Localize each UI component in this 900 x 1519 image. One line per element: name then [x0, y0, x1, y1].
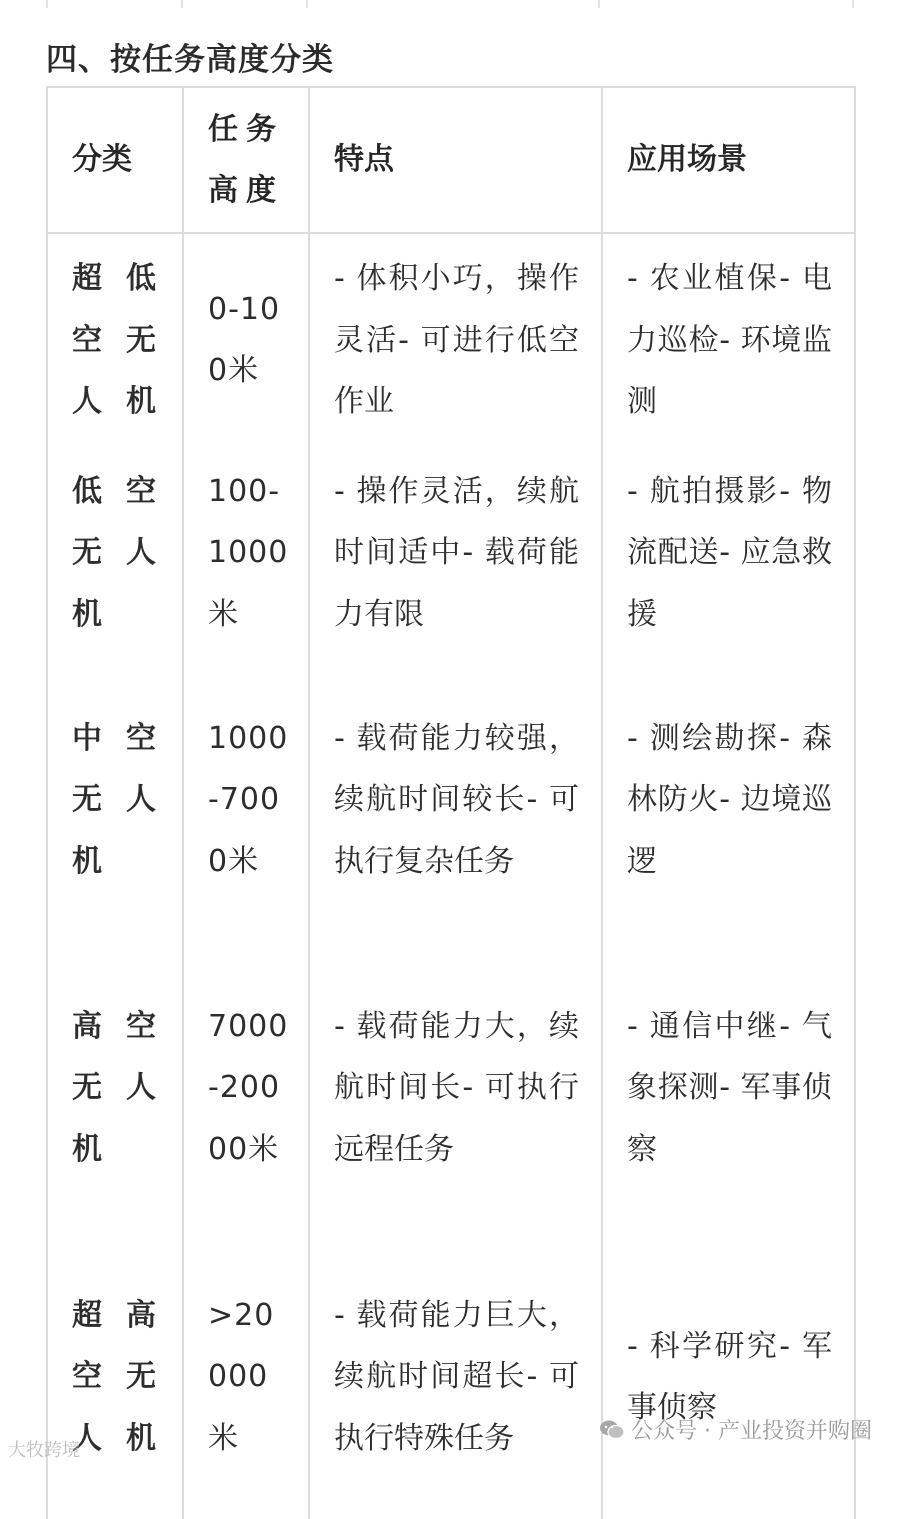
header-features: 特点 [309, 87, 602, 233]
row-category: 中空无人机 [47, 659, 183, 941]
row-height: 1000-7000米 [183, 659, 309, 941]
row-applications: - 测绘勘探- 森林防火- 边境巡逻 [602, 659, 855, 941]
header-height: 任务高度 [183, 87, 309, 233]
official-account-label: 公众号 · 产业投资并购圈 [631, 1419, 872, 1444]
header-category: 分类 [47, 87, 183, 233]
table-row [47, 659, 855, 941]
row-applications: - 通信中继- 气象探测- 军事侦察 [602, 941, 855, 1235]
row-applications: - 科学研究- 军事侦察 [602, 1235, 855, 1519]
row-category: 高空无人机 [47, 941, 183, 1235]
row-features: - 体积小巧，操作灵活- 可进行低空作业 [309, 233, 602, 447]
table-row [47, 941, 855, 1235]
table-row [47, 447, 855, 660]
row-features: - 载荷能力大，续航时间长- 可执行远程任务 [309, 941, 602, 1235]
row-category: 低空无人机 [47, 447, 183, 660]
table-row [47, 233, 855, 447]
source-watermark: 大牧跨境 [8, 1440, 80, 1461]
row-height: 7000-20000米 [183, 941, 309, 1235]
official-account-watermark [599, 1414, 872, 1445]
row-height: 0-100米 [183, 233, 309, 447]
row-features: - 载荷能力较强，续航时间较长- 可执行复杂任务 [309, 659, 602, 941]
row-features: - 载荷能力巨大，续航时间超长- 可执行特殊任务 [309, 1235, 602, 1519]
row-category: 超低空无人机 [47, 233, 183, 447]
row-features: - 操作灵活，续航时间适中- 载荷能力有限 [309, 447, 602, 660]
header-applications: 应用场景 [602, 87, 855, 233]
top-table-borders [0, 0, 900, 8]
row-applications: - 农业植保- 电力巡检- 环境监测 [602, 233, 855, 447]
row-applications: - 航拍摄影- 物流配送- 应急救援 [602, 447, 855, 660]
row-height: 100-1000米 [183, 447, 309, 660]
table-header-row [47, 87, 855, 233]
row-height: >20000米 [183, 1235, 309, 1519]
wechat-icon [599, 1419, 625, 1441]
section-heading: 四、按任务高度分类 [46, 42, 334, 78]
table-row [47, 1235, 855, 1519]
row-category: 超高空无人机 [47, 1235, 183, 1519]
classification-table [46, 86, 856, 1519]
